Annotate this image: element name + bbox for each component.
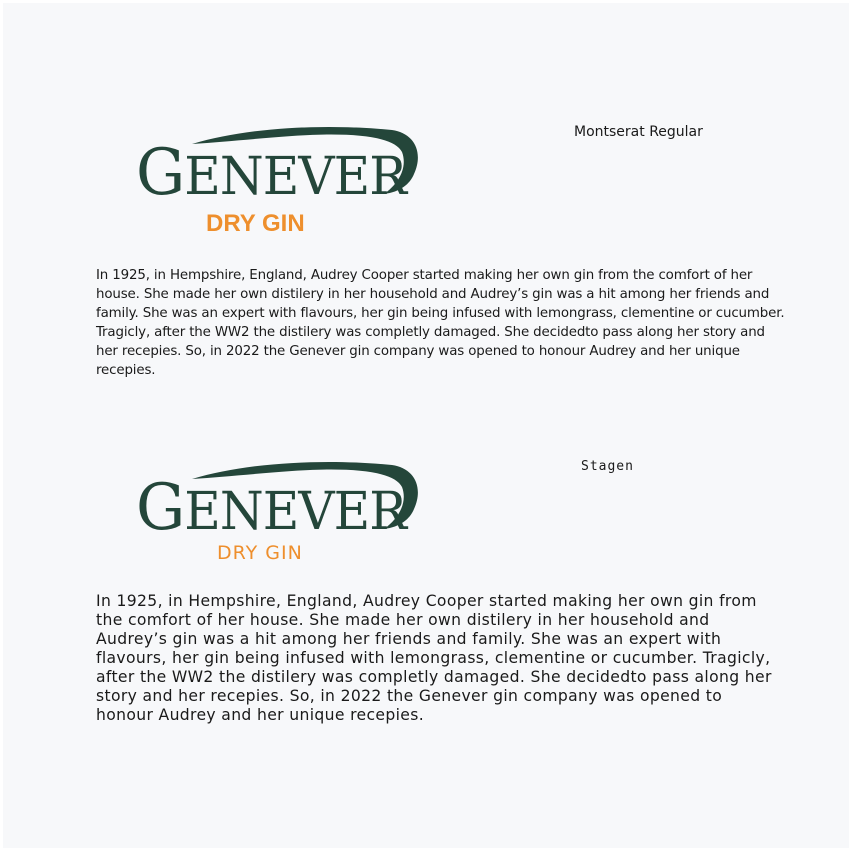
logo-subtitle: DRY GIN	[206, 210, 305, 237]
genever-logo	[132, 459, 432, 534]
svg-text:GENEVER	[136, 136, 415, 200]
logo-initial: G	[136, 471, 187, 535]
story-paragraph	[96, 592, 776, 725]
story-paragraph-text: In 1925, in Hempshire, England, Audrey Cooper started making her own gin from the comfort of her house. She made her own distilery in her household and Audrey’s gin was a hit among her friends and family. She was an expert with flavours, her gin being infused with lemongrass, clementine or cucumber. Tragicly, after the WW2 the distilery was completly damaged. She decidedto pass along her story and her recepies. So, in 2022 the Genever gin company was opened to honour Audrey and her unique recepies.	[96, 268, 785, 378]
font-label: Montserat Regular	[574, 124, 703, 140]
svg-text:GENEVER	[136, 471, 415, 535]
genever-logo-wordmark	[132, 124, 432, 200]
logo-rest: ENEVER	[184, 482, 415, 535]
genever-logo-wordmark	[132, 459, 432, 535]
logo-subtitle: DRY GIN	[217, 542, 303, 564]
story-paragraph-text: In 1925, in Hempshire, England, Audrey Cooper started making her own gin from the comfort of her house. She made her own distilery in her household and Audrey’s gin was a hit among her friends and family. She was an expert with flavours, her gin being infused with lemongrass, clementine or cucumber. Tragicly, after the WW2 the distilery was completly damaged. She decidedto pass along her story and her recepies. So, in 2022 the Genever gin company was opened to honour Audrey and her unique recepies.	[96, 592, 772, 724]
logo-initial: G	[136, 136, 187, 200]
genever-logo	[132, 124, 432, 199]
logo-rest: ENEVER	[184, 147, 415, 200]
story-paragraph	[96, 266, 786, 380]
font-label: Stagen	[581, 459, 634, 474]
